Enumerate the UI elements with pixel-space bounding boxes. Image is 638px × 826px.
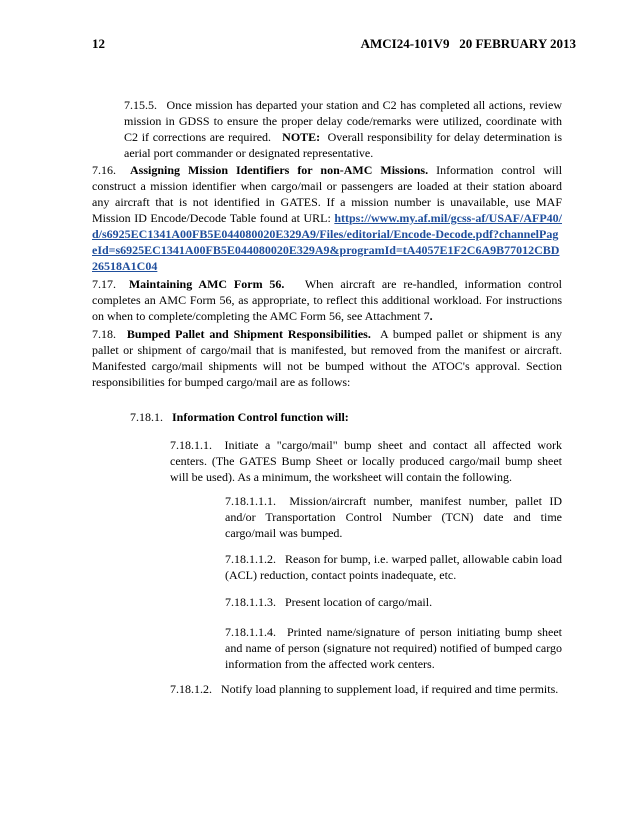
paragraph-text: Mission/aircraft number, manifest number, pallet ID and/or Transportation Control Number (TCN) date and time cargo/mail was bumped. — [225, 494, 563, 540]
paragraph-7-18-1-1-2 — [225, 551, 562, 583]
paragraph-7-18-1-1 — [170, 437, 562, 485]
paragraph-7-16 — [92, 162, 562, 274]
paragraph-7-18-1-1-4 — [225, 624, 562, 672]
section-number: 7.18.1.1.4. — [225, 625, 276, 639]
paragraph-7-18-1 — [130, 409, 562, 425]
section-number: 7.18.1.1.2. — [225, 552, 276, 566]
paragraph-text: Notify load planning to supplement load, if required and time permits. — [221, 682, 559, 696]
section-number: 7.18.1.1. — [170, 438, 212, 452]
paragraph-7-18-1-1-3 — [225, 594, 562, 610]
paragraph-text: Reason for bump, i.e. warped pallet, allowable cabin load (ACL) reduction, contact points inadequate, etc. — [225, 552, 562, 582]
paragraph-text: A bumped pallet or shipment is any pallet or shipment of cargo/mail that is manifested, but removed from the manifest or aircraft. Manifested cargo/mail shipments will not be bumped without the ATOC's approval. Section responsibilities for bumped cargo/mail are as follows: — [92, 327, 562, 389]
paragraph-7-17 — [92, 276, 562, 324]
paragraph-tail: . — [429, 309, 433, 323]
section-number: 7.18.1.1.3. — [225, 595, 276, 609]
paragraph-text: Printed name/signature of person initiating bump sheet and name of person (signature not required) notified of bumped cargo information from the affected work centers. — [225, 625, 563, 671]
section-title: Information Control function will: — [172, 410, 349, 424]
section-number: 7.18.1.1.1. — [225, 494, 276, 508]
paragraph-7-15-5 — [124, 97, 562, 161]
section-number: 7.16. — [92, 163, 116, 177]
paragraph-7-18-1-2 — [170, 681, 562, 697]
section-title: Assigning Mission Identifiers for non-AMC Missions. — [130, 163, 429, 177]
doc-date: 20 FEBRUARY 2013 — [459, 36, 576, 51]
section-number: 7.18.1. — [130, 410, 163, 424]
note-text: Overall responsibility for delay determination is aerial port commander or designated representative. — [124, 130, 563, 160]
section-number: 7.15.5. — [124, 98, 157, 112]
paragraph-text: Initiate a "cargo/mail" bump sheet and contact all affected work centers. (The GATES Bump Sheet or locally produced cargo/mail bump sheet will be used). As a minimum, the worksheet will contain the following. — [170, 438, 563, 484]
paragraph-7-18-1-1-1 — [225, 493, 562, 541]
section-number: 7.18. — [92, 327, 116, 341]
note-label: NOTE: — [282, 130, 321, 144]
paragraph-text: Once mission has departed your station and C2 has completed all actions, review mission in GDSS to ensure the proper delay code/remarks were utilized, coordinate with C2 if corrections are required. — [124, 98, 562, 144]
paragraph-text: Information control will construct a mission identifier when cargo/mail or passengers are loaded at their station aboard any aircraft that is not identified in GATES. If a mission number is unavailable, use MAF Mission ID Encode/Decode Table found at URL: — [92, 163, 563, 225]
encode-decode-link[interactable]: https://www.my.af.mil/gcss-af/USAF/AFP40/d/s6925EC1341A00FB5E044080020E329A9/Files/editorial/Encode-Decode.pdf?channelPageId=s6925EC1341A00FB5E044080020E329A9&programId=tA4057E1F2C6A9B77012CBD26518A1C04 — [92, 211, 562, 273]
section-number: 7.17. — [92, 277, 116, 291]
paragraph-7-18 — [92, 326, 562, 390]
page-number: 12 — [92, 36, 105, 51]
section-title: Maintaining AMC Form 56. — [128, 277, 285, 291]
paragraph-text: Present location of cargo/mail. — [285, 595, 433, 609]
paragraph-text: When aircraft are re-handled, information control completes an AMC Form 56, as appropriate, to reflect this additional workload. For instructions on when to complete/completing the AMC Form 56, see Attachment 7 — [92, 277, 562, 323]
running-header — [361, 36, 576, 52]
doc-id: AMCI24-101V9 — [360, 36, 450, 51]
section-title: Bumped Pallet and Shipment Responsibilities. — [126, 327, 371, 341]
section-number: 7.18.1.2. — [170, 682, 212, 696]
